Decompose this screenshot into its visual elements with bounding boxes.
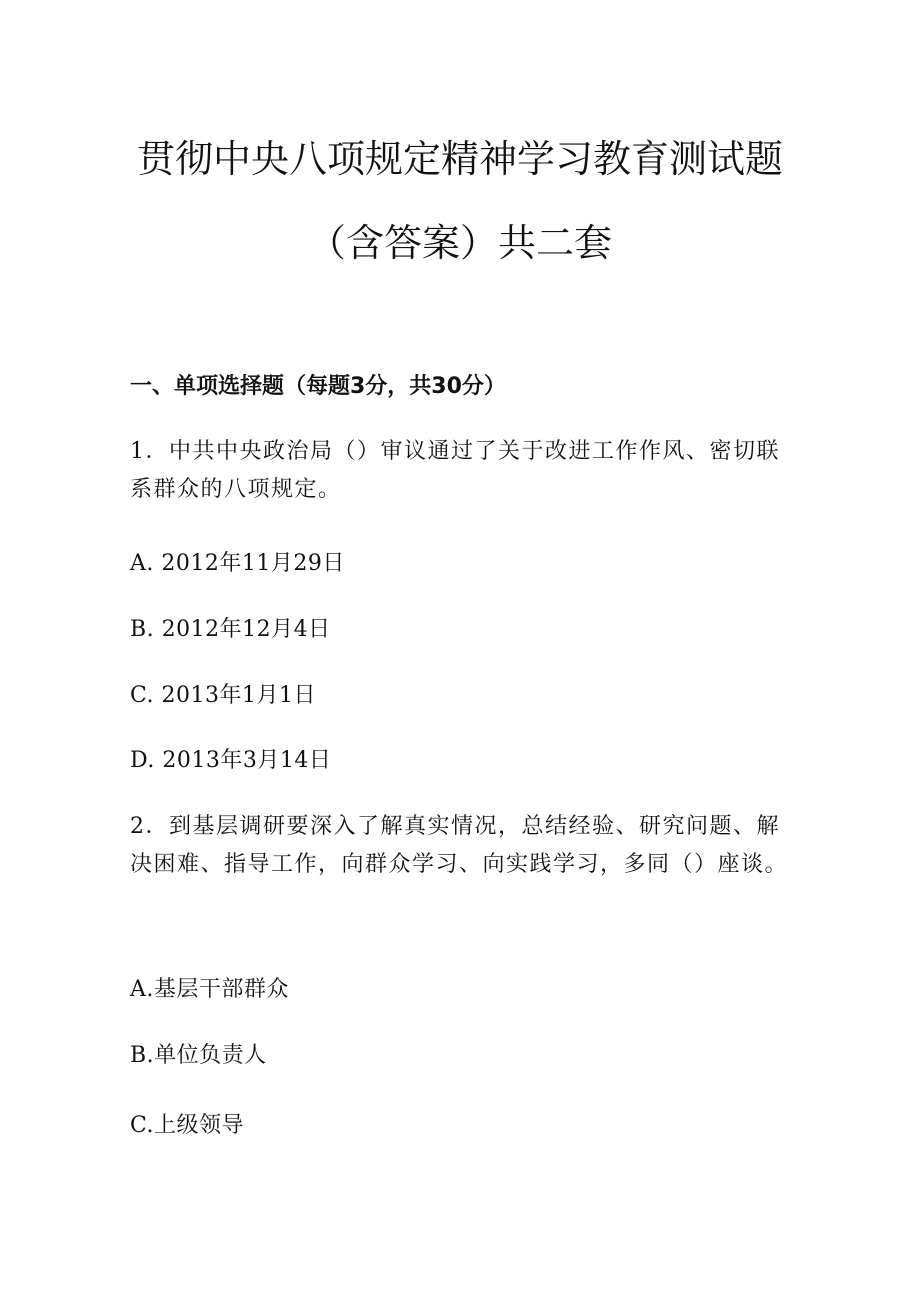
section-heading: 一、单项选择题（每题3分，共30分） xyxy=(130,374,506,399)
question-2-text: 2．到基层调研要深入了解真实情况，总结经验、研究问题、解决困难、指导工作，向群众学习、向实践学习，多同（）座谈。 xyxy=(130,814,789,877)
question-2-option-a: A.基层干部群众 xyxy=(130,977,289,1002)
question-1-option-c: C. 2013年1月1日 xyxy=(130,683,317,708)
document-title-line-2: （含答案）共二套 xyxy=(307,221,612,265)
question-2-option-c: C.上级领导 xyxy=(130,1113,245,1138)
question-1-option-a: A. 2012年11月29日 xyxy=(130,551,345,576)
question-1-option-b: B. 2012年12月4日 xyxy=(130,617,331,642)
document-title-line-1: 贯彻中央八项规定精神学习教育测试题 xyxy=(136,137,783,181)
question-1-text: 1．中共中央政治局（）审议通过了关于改进工作作风、密切联系群众的八项规定。 xyxy=(130,439,780,502)
question-2-option-b: B.单位负责人 xyxy=(130,1043,267,1068)
question-1-option-d: D. 2013年3月14日 xyxy=(130,748,332,773)
